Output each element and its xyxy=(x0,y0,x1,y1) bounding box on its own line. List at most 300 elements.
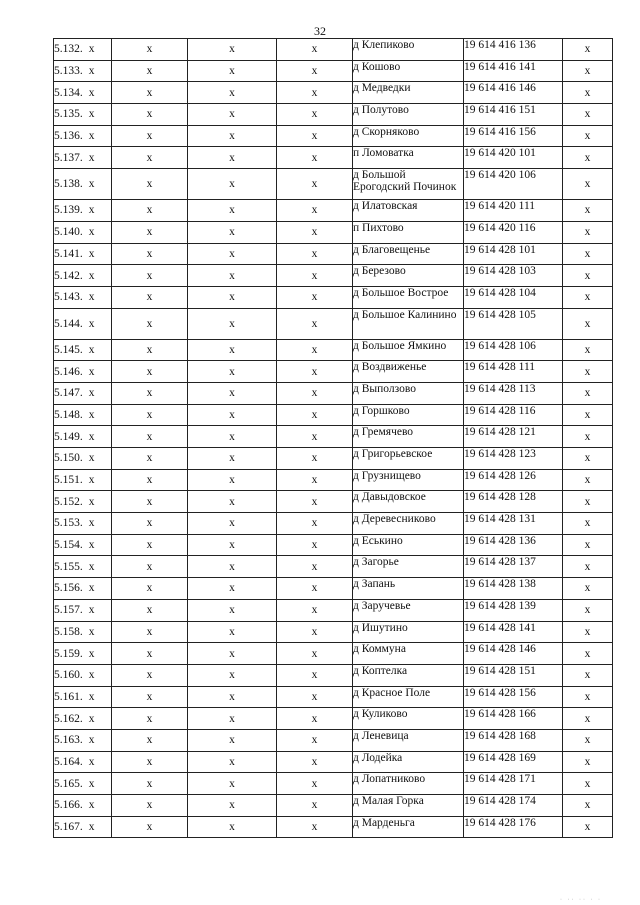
x-mark: x xyxy=(112,513,188,535)
row-number: 5.164. xyxy=(54,755,83,768)
x-mark: x xyxy=(188,361,277,383)
row-number-cell xyxy=(54,308,112,339)
x-mark: x xyxy=(563,751,613,773)
table-row xyxy=(54,491,613,513)
x-mark: x xyxy=(563,39,613,61)
settlement-name: д Кошово xyxy=(353,60,464,82)
table-row xyxy=(54,221,613,243)
settlement-code: 19 614 428 171 xyxy=(464,773,563,795)
settlement-code: 19 614 428 104 xyxy=(464,286,563,308)
x-mark: x xyxy=(112,448,188,470)
row-number-cell xyxy=(54,339,112,361)
x-mark: x xyxy=(112,382,188,404)
x-mark: x xyxy=(112,708,188,730)
settlement-code: 19 614 428 121 xyxy=(464,426,563,448)
x-mark: x xyxy=(188,382,277,404)
x-mark: x xyxy=(88,495,95,508)
settlement-code: 19 614 428 123 xyxy=(464,448,563,470)
settlement-name: п Ломоватка xyxy=(353,147,464,169)
x-mark: x xyxy=(277,104,353,126)
x-mark: x xyxy=(88,317,95,330)
settlement-code: 19 614 428 137 xyxy=(464,556,563,578)
settlement-name: д Большое Ямкино xyxy=(353,339,464,361)
settlement-name: д Заручевье xyxy=(353,599,464,621)
settlement-code: 19 614 428 146 xyxy=(464,643,563,665)
row-number-cell xyxy=(54,147,112,169)
x-mark: x xyxy=(88,343,95,356)
x-mark: x xyxy=(88,799,95,812)
x-mark: x xyxy=(277,243,353,265)
x-mark: x xyxy=(277,556,353,578)
table-row xyxy=(54,556,613,578)
x-mark: x xyxy=(188,60,277,82)
row-number-cell xyxy=(54,221,112,243)
table-row xyxy=(54,621,613,643)
x-mark: x xyxy=(277,286,353,308)
table-row xyxy=(54,39,613,61)
x-mark: x xyxy=(277,147,353,169)
table-row xyxy=(54,169,613,200)
x-mark: x xyxy=(563,125,613,147)
settlement-code: 19 614 428 136 xyxy=(464,534,563,556)
x-mark: x xyxy=(188,404,277,426)
x-mark: x xyxy=(88,604,95,617)
x-mark: x xyxy=(277,513,353,535)
row-number-cell xyxy=(54,686,112,708)
row-number-cell xyxy=(54,816,112,838)
row-number: 5.137. xyxy=(54,151,83,164)
settlement-code: 19 614 416 146 xyxy=(464,82,563,104)
row-number-cell xyxy=(54,643,112,665)
settlement-code: 19 614 420 111 xyxy=(464,200,563,222)
row-number: 5.143. xyxy=(54,291,83,304)
table-row xyxy=(54,534,613,556)
row-number: 5.136. xyxy=(54,130,83,143)
settlement-name: д Воздвиженье xyxy=(353,361,464,383)
table-row xyxy=(54,513,613,535)
row-number-cell xyxy=(54,621,112,643)
x-mark: x xyxy=(88,130,95,143)
table-row xyxy=(54,426,613,448)
row-number: 5.147. xyxy=(54,387,83,400)
x-mark: x xyxy=(563,556,613,578)
x-mark: x xyxy=(563,82,613,104)
x-mark: x xyxy=(277,534,353,556)
scan-artifact: · ·· ·· · · xyxy=(560,897,602,903)
settlement-name: д Деревесниково xyxy=(353,513,464,535)
settlement-code: 19 614 428 141 xyxy=(464,621,563,643)
table-row xyxy=(54,664,613,686)
row-number-cell xyxy=(54,491,112,513)
row-number: 5.138. xyxy=(54,178,83,191)
x-mark: x xyxy=(563,513,613,535)
x-mark: x xyxy=(112,643,188,665)
row-number: 5.142. xyxy=(54,269,83,282)
x-mark: x xyxy=(88,108,95,121)
row-number-cell xyxy=(54,708,112,730)
x-mark: x xyxy=(563,147,613,169)
row-number: 5.151. xyxy=(54,474,83,487)
settlement-code: 19 614 428 166 xyxy=(464,708,563,730)
x-mark: x xyxy=(277,339,353,361)
row-number-cell xyxy=(54,382,112,404)
x-mark: x xyxy=(112,556,188,578)
settlement-code: 19 614 428 113 xyxy=(464,382,563,404)
x-mark: x xyxy=(188,816,277,838)
x-mark: x xyxy=(88,625,95,638)
settlement-code: 19 614 428 169 xyxy=(464,751,563,773)
row-number: 5.145. xyxy=(54,343,83,356)
settlement-name: д Ишутино xyxy=(353,621,464,643)
x-mark: x xyxy=(277,816,353,838)
settlement-code: 19 614 428 174 xyxy=(464,795,563,817)
table-row xyxy=(54,578,613,600)
table-row xyxy=(54,469,613,491)
x-mark: x xyxy=(188,125,277,147)
x-mark: x xyxy=(88,452,95,465)
row-number-cell xyxy=(54,243,112,265)
row-number-cell xyxy=(54,39,112,61)
row-number-cell xyxy=(54,773,112,795)
settlement-code: 19 614 428 111 xyxy=(464,361,563,383)
row-number: 5.158. xyxy=(54,625,83,638)
row-number: 5.149. xyxy=(54,430,83,443)
row-number: 5.146. xyxy=(54,365,83,378)
row-number: 5.140. xyxy=(54,226,83,239)
row-number: 5.132. xyxy=(54,43,83,56)
table-row xyxy=(54,286,613,308)
row-number-cell xyxy=(54,448,112,470)
settlement-name: д Полутово xyxy=(353,104,464,126)
x-mark: x xyxy=(88,269,95,282)
row-number: 5.150. xyxy=(54,452,83,465)
x-mark: x xyxy=(277,404,353,426)
x-mark: x xyxy=(88,43,95,56)
x-mark: x xyxy=(112,60,188,82)
row-number: 5.139. xyxy=(54,204,83,217)
x-mark: x xyxy=(563,221,613,243)
x-mark: x xyxy=(563,773,613,795)
row-number-cell xyxy=(54,265,112,287)
x-mark: x xyxy=(277,169,353,200)
settlement-code: 19 614 428 168 xyxy=(464,729,563,751)
x-mark: x xyxy=(563,339,613,361)
row-number-cell xyxy=(54,200,112,222)
table-row xyxy=(54,816,613,838)
settlement-name: д Клепиково xyxy=(353,39,464,61)
x-mark: x xyxy=(277,200,353,222)
x-mark: x xyxy=(563,708,613,730)
table-row xyxy=(54,125,613,147)
x-mark: x xyxy=(188,621,277,643)
table-row xyxy=(54,82,613,104)
settlement-code: 19 614 428 105 xyxy=(464,308,563,339)
settlement-name: д Лопатниково xyxy=(353,773,464,795)
x-mark: x xyxy=(112,308,188,339)
x-mark: x xyxy=(88,86,95,99)
settlement-code: 19 614 416 156 xyxy=(464,125,563,147)
row-number-cell xyxy=(54,556,112,578)
settlement-code: 19 614 428 116 xyxy=(464,404,563,426)
settlement-name: п Пихтово xyxy=(353,221,464,243)
x-mark: x xyxy=(112,221,188,243)
x-mark: x xyxy=(188,265,277,287)
x-mark: x xyxy=(88,582,95,595)
row-number-cell xyxy=(54,469,112,491)
row-number-cell xyxy=(54,426,112,448)
row-number-cell xyxy=(54,795,112,817)
x-mark: x xyxy=(277,729,353,751)
row-number-cell xyxy=(54,361,112,383)
table-row xyxy=(54,104,613,126)
settlement-name: д Леневица xyxy=(353,729,464,751)
x-mark: x xyxy=(188,286,277,308)
x-mark: x xyxy=(188,751,277,773)
x-mark: x xyxy=(188,82,277,104)
row-number: 5.135. xyxy=(54,108,83,121)
x-mark: x xyxy=(88,291,95,304)
x-mark: x xyxy=(277,125,353,147)
x-mark: x xyxy=(188,599,277,621)
x-mark: x xyxy=(112,578,188,600)
x-mark: x xyxy=(277,795,353,817)
row-number: 5.155. xyxy=(54,560,83,573)
x-mark: x xyxy=(88,712,95,725)
x-mark: x xyxy=(563,169,613,200)
settlement-code: 19 614 428 139 xyxy=(464,599,563,621)
x-mark: x xyxy=(188,426,277,448)
settlement-code: 19 614 420 106 xyxy=(464,169,563,200)
x-mark: x xyxy=(188,643,277,665)
x-mark: x xyxy=(112,39,188,61)
row-number: 5.163. xyxy=(54,734,83,747)
settlement-name: д Куликово xyxy=(353,708,464,730)
x-mark: x xyxy=(188,729,277,751)
settlement-name: д Горшково xyxy=(353,404,464,426)
table-body xyxy=(54,39,613,838)
row-number: 5.134. xyxy=(54,86,83,99)
x-mark: x xyxy=(563,469,613,491)
table-row xyxy=(54,686,613,708)
settlement-name: д Илатовская xyxy=(353,200,464,222)
x-mark: x xyxy=(112,286,188,308)
x-mark: x xyxy=(112,200,188,222)
x-mark: x xyxy=(188,339,277,361)
x-mark: x xyxy=(277,599,353,621)
x-mark: x xyxy=(188,578,277,600)
x-mark: x xyxy=(188,664,277,686)
x-mark: x xyxy=(188,686,277,708)
x-mark: x xyxy=(112,491,188,513)
settlement-code: 19 614 428 138 xyxy=(464,578,563,600)
row-number: 5.154. xyxy=(54,539,83,552)
settlement-name: д Давыдовское xyxy=(353,491,464,513)
x-mark: x xyxy=(88,365,95,378)
x-mark: x xyxy=(112,147,188,169)
row-number-cell xyxy=(54,125,112,147)
table-row xyxy=(54,773,613,795)
settlement-name: д Выползово xyxy=(353,382,464,404)
x-mark: x xyxy=(563,104,613,126)
row-number-cell xyxy=(54,751,112,773)
x-mark: x xyxy=(563,578,613,600)
x-mark: x xyxy=(88,474,95,487)
x-mark: x xyxy=(112,169,188,200)
x-mark: x xyxy=(88,204,95,217)
x-mark: x xyxy=(88,387,95,400)
x-mark: x xyxy=(88,777,95,790)
row-number: 5.152. xyxy=(54,495,83,508)
x-mark: x xyxy=(277,39,353,61)
x-mark: x xyxy=(88,669,95,682)
x-mark: x xyxy=(188,556,277,578)
x-mark: x xyxy=(277,221,353,243)
settlement-name: д Лодейка xyxy=(353,751,464,773)
x-mark: x xyxy=(88,539,95,552)
settlement-name: д Загорье xyxy=(353,556,464,578)
row-number-cell xyxy=(54,286,112,308)
x-mark: x xyxy=(88,178,95,191)
settlement-name: д Марденьга xyxy=(353,816,464,838)
x-mark: x xyxy=(88,647,95,660)
x-mark: x xyxy=(277,265,353,287)
row-number: 5.165. xyxy=(54,777,83,790)
x-mark: x xyxy=(112,82,188,104)
row-number: 5.141. xyxy=(54,247,83,260)
x-mark: x xyxy=(112,404,188,426)
settlement-name: д Большое Калинино xyxy=(353,308,464,339)
settlement-name: д Еськино xyxy=(353,534,464,556)
x-mark: x xyxy=(112,339,188,361)
settlement-name: д Гремячево xyxy=(353,426,464,448)
x-mark: x xyxy=(277,751,353,773)
x-mark: x xyxy=(563,621,613,643)
row-number: 5.144. xyxy=(54,317,83,330)
x-mark: x xyxy=(563,308,613,339)
x-mark: x xyxy=(112,426,188,448)
x-mark: x xyxy=(112,534,188,556)
x-mark: x xyxy=(88,226,95,239)
x-mark: x xyxy=(88,734,95,747)
row-number-cell xyxy=(54,513,112,535)
x-mark: x xyxy=(563,243,613,265)
x-mark: x xyxy=(112,751,188,773)
x-mark: x xyxy=(563,448,613,470)
table-row xyxy=(54,339,613,361)
table-row xyxy=(54,708,613,730)
settlement-name: д Запань xyxy=(353,578,464,600)
x-mark: x xyxy=(277,308,353,339)
x-mark: x xyxy=(563,382,613,404)
x-mark: x xyxy=(277,708,353,730)
row-number-cell xyxy=(54,404,112,426)
row-number: 5.161. xyxy=(54,690,83,703)
x-mark: x xyxy=(277,686,353,708)
x-mark: x xyxy=(277,621,353,643)
row-number-cell xyxy=(54,82,112,104)
settlement-name: д Коммуна xyxy=(353,643,464,665)
x-mark: x xyxy=(188,491,277,513)
x-mark: x xyxy=(88,517,95,530)
x-mark: x xyxy=(188,221,277,243)
x-mark: x xyxy=(88,430,95,443)
x-mark: x xyxy=(563,286,613,308)
x-mark: x xyxy=(88,560,95,573)
page-number: 32 xyxy=(314,24,326,38)
table-row xyxy=(54,751,613,773)
x-mark: x xyxy=(188,469,277,491)
settlement-code: 19 614 420 101 xyxy=(464,147,563,169)
x-mark: x xyxy=(112,599,188,621)
x-mark: x xyxy=(188,243,277,265)
settlement-code: 19 614 428 156 xyxy=(464,686,563,708)
settlement-code: 19 614 428 106 xyxy=(464,339,563,361)
row-number: 5.162. xyxy=(54,712,83,725)
table-row xyxy=(54,308,613,339)
x-mark: x xyxy=(188,200,277,222)
x-mark: x xyxy=(563,426,613,448)
table-row xyxy=(54,599,613,621)
x-mark: x xyxy=(112,795,188,817)
row-number: 5.160. xyxy=(54,669,83,682)
x-mark: x xyxy=(188,448,277,470)
row-number: 5.166. xyxy=(54,799,83,812)
x-mark: x xyxy=(112,265,188,287)
x-mark: x xyxy=(112,621,188,643)
table-row xyxy=(54,404,613,426)
x-mark: x xyxy=(563,491,613,513)
settlement-name: д Скорняково xyxy=(353,125,464,147)
row-number-cell xyxy=(54,169,112,200)
settlement-name: д Коптелка xyxy=(353,664,464,686)
x-mark: x xyxy=(112,773,188,795)
x-mark: x xyxy=(277,664,353,686)
row-number-cell xyxy=(54,104,112,126)
x-mark: x xyxy=(88,408,95,421)
x-mark: x xyxy=(112,816,188,838)
settlement-code: 19 614 428 128 xyxy=(464,491,563,513)
row-number-cell xyxy=(54,534,112,556)
settlement-name: д Благовещенье xyxy=(353,243,464,265)
x-mark: x xyxy=(563,686,613,708)
settlement-name: д Березово xyxy=(353,265,464,287)
row-number: 5.148. xyxy=(54,408,83,421)
table-row xyxy=(54,361,613,383)
settlement-name: д Красное Поле xyxy=(353,686,464,708)
settlement-name: д Медведки xyxy=(353,82,464,104)
x-mark: x xyxy=(277,469,353,491)
x-mark: x xyxy=(563,534,613,556)
settlement-name: д Большой Ерогодский Починок xyxy=(353,169,464,200)
x-mark: x xyxy=(277,361,353,383)
x-mark: x xyxy=(188,534,277,556)
table-row xyxy=(54,200,613,222)
table-row xyxy=(54,382,613,404)
row-number: 5.167. xyxy=(54,821,83,834)
x-mark: x xyxy=(277,491,353,513)
x-mark: x xyxy=(563,599,613,621)
settlement-code: 19 614 420 116 xyxy=(464,221,563,243)
x-mark: x xyxy=(188,308,277,339)
x-mark: x xyxy=(188,104,277,126)
x-mark: x xyxy=(563,643,613,665)
settlement-code: 19 614 428 151 xyxy=(464,664,563,686)
x-mark: x xyxy=(277,643,353,665)
x-mark: x xyxy=(112,469,188,491)
x-mark: x xyxy=(188,773,277,795)
x-mark: x xyxy=(188,39,277,61)
x-mark: x xyxy=(277,82,353,104)
